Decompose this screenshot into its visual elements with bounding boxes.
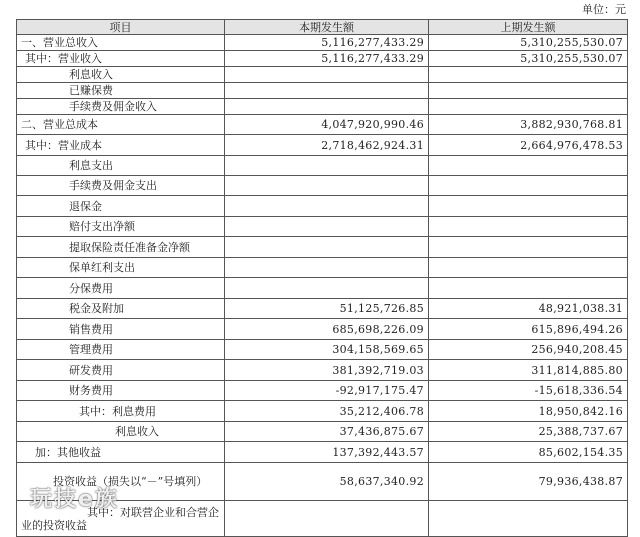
- table-row: [17, 237, 628, 258]
- row-previous: [429, 99, 628, 115]
- row-label: 保单红利支出: [17, 258, 225, 278]
- watermark-text: 玩技e族: [30, 487, 119, 512]
- table-row: [17, 83, 628, 99]
- table-row: [17, 422, 628, 442]
- row-label: 投资收益（损失以“－”号填列）: [17, 463, 225, 501]
- row-previous: 48,921,038.31: [429, 299, 628, 319]
- row-previous: 256,940,208.45: [429, 340, 628, 360]
- row-current: 381,392,719.03: [225, 360, 429, 381]
- row-previous: 25,388,737.67: [429, 422, 628, 442]
- table-row: [17, 278, 628, 299]
- row-current: [225, 99, 429, 115]
- row-label: 其中：营业成本: [17, 135, 225, 156]
- table-row: [17, 35, 628, 51]
- row-previous: [429, 217, 628, 237]
- table-row: [17, 319, 628, 340]
- row-label: 赔付支出净额: [17, 217, 225, 237]
- row-label: 提取保险责任准备金净额: [17, 237, 225, 258]
- row-label: 利息支出: [17, 156, 225, 176]
- row-current: 37,436,875.67: [225, 422, 429, 442]
- row-current: [225, 176, 429, 196]
- row-label: 手续费及佣金支出: [17, 176, 225, 196]
- row-label: 销售费用: [17, 319, 225, 340]
- row-label: 二、营业总成本: [17, 115, 225, 135]
- header-item: 项目: [17, 20, 225, 35]
- row-previous: 85,602,154.35: [429, 442, 628, 463]
- table-row: [17, 51, 628, 67]
- table-row: [17, 67, 628, 83]
- table-row: [17, 360, 628, 381]
- row-current: 685,698,226.09: [225, 319, 429, 340]
- row-label: 财务费用: [17, 381, 225, 401]
- row-current: [225, 237, 429, 258]
- row-current: 5,116,277,433.29: [225, 51, 429, 67]
- row-previous: [429, 196, 628, 217]
- row-current: [225, 83, 429, 99]
- row-previous: [429, 501, 628, 537]
- row-current: 58,637,340.92: [225, 463, 429, 501]
- row-current: 137,392,443.57: [225, 442, 429, 463]
- row-current: 304,158,569.65: [225, 340, 429, 360]
- row-previous: [429, 156, 628, 176]
- row-previous: 5,310,255,530.07: [429, 35, 628, 51]
- row-label: 分保费用: [17, 278, 225, 299]
- row-label: 其中：对联营企业和合营企业的投资收益: [17, 501, 225, 537]
- table-row: [17, 115, 628, 135]
- row-previous: 79,936,438.87: [429, 463, 628, 501]
- row-previous: 2,664,976,478.53: [429, 135, 628, 156]
- row-previous: 311,814,885.80: [429, 360, 628, 381]
- row-current: [225, 278, 429, 299]
- row-label: 已赚保费: [17, 83, 225, 99]
- row-current: [225, 67, 429, 83]
- row-label: 研发费用: [17, 360, 225, 381]
- row-previous: [429, 278, 628, 299]
- row-current: [225, 196, 429, 217]
- table-header-row: [17, 20, 628, 35]
- row-label: 一、营业总收入: [17, 35, 225, 51]
- income-statement-table: [16, 19, 628, 537]
- row-previous: 5,310,255,530.07: [429, 51, 628, 67]
- table-row: [17, 156, 628, 176]
- table-row: [17, 196, 628, 217]
- unit-label: 单位：元: [582, 3, 626, 16]
- row-current: 5,116,277,433.29: [225, 35, 429, 51]
- table-row: [17, 381, 628, 401]
- row-current: 51,125,726.85: [225, 299, 429, 319]
- row-previous: 615,896,494.26: [429, 319, 628, 340]
- row-current: 4,047,920,990.46: [225, 115, 429, 135]
- row-previous: [429, 67, 628, 83]
- row-label: 其中：营业收入: [17, 51, 225, 67]
- row-current: [225, 501, 429, 537]
- row-label: 利息收入: [17, 67, 225, 83]
- table-row: [17, 258, 628, 278]
- row-current: -92,917,175.47: [225, 381, 429, 401]
- row-current: [225, 156, 429, 176]
- table-row: [17, 442, 628, 463]
- row-label: 利息收入: [17, 422, 225, 442]
- row-current: [225, 217, 429, 237]
- table-row: [17, 99, 628, 115]
- row-previous: 18,950,842.16: [429, 401, 628, 422]
- header-current-period: 本期发生额: [225, 20, 429, 35]
- row-current: 2,718,462,924.31: [225, 135, 429, 156]
- table-row: [17, 176, 628, 196]
- table-row: [17, 217, 628, 237]
- row-label: 退保金: [17, 196, 225, 217]
- row-current: [225, 258, 429, 278]
- row-previous: [429, 176, 628, 196]
- row-label: 税金及附加: [17, 299, 225, 319]
- row-label: 加：其他收益: [17, 442, 225, 463]
- row-previous: -15,618,336.54: [429, 381, 628, 401]
- table-row: [17, 299, 628, 319]
- table-row: [17, 135, 628, 156]
- row-previous: [429, 83, 628, 99]
- table-row: [17, 340, 628, 360]
- row-current: 35,212,406.78: [225, 401, 429, 422]
- row-label: 手续费及佣金收入: [17, 99, 225, 115]
- row-previous: [429, 237, 628, 258]
- row-label: 其中：利息费用: [17, 401, 225, 422]
- table-row: [17, 401, 628, 422]
- header-previous-period: 上期发生额: [429, 20, 628, 35]
- row-previous: 3,882,930,768.81: [429, 115, 628, 135]
- row-previous: [429, 258, 628, 278]
- row-label: 管理费用: [17, 340, 225, 360]
